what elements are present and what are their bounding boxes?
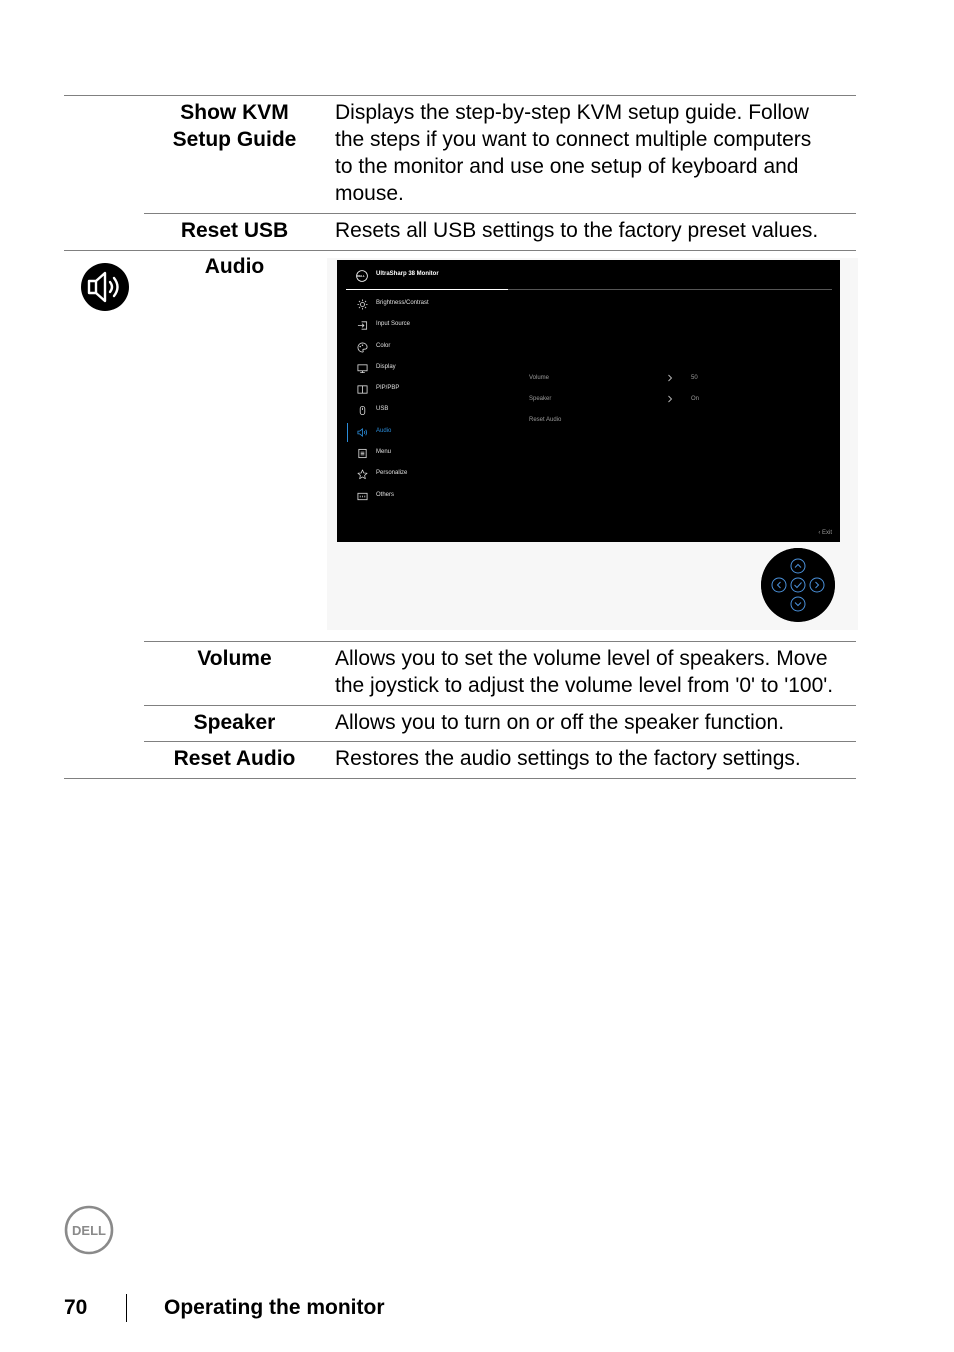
speaker-icon (80, 262, 130, 312)
term-reset-audio: Reset Audio (173, 747, 296, 770)
term-show-kvm-setup-guide: Show KVM Setup Guide (172, 101, 297, 151)
menu-icon (357, 448, 368, 459)
rule (144, 213, 856, 214)
osd-exit-label: Exit (821, 530, 832, 536)
audio-icon (357, 427, 368, 438)
osd-menu-label: PIP/PBP (376, 385, 400, 391)
osd-menu-label: Color (376, 343, 391, 349)
osd-submenu-reset-audio-label[interactable]: Reset Audio (529, 417, 562, 423)
osd-submenu-volume-label[interactable]: Volume (529, 375, 550, 381)
brightness-icon (357, 299, 368, 310)
osd-tab-underline (346, 289, 508, 290)
osd-menu-pip-pbp[interactable] (357, 383, 507, 397)
osd-menu-label: Brightness/Contrast (376, 300, 429, 306)
footer-divider (126, 1294, 127, 1322)
rule (144, 741, 856, 742)
desc-speaker: Allows you to turn on or off the speaker function. (335, 711, 785, 734)
osd-menu-display[interactable] (357, 362, 507, 376)
osd-menu-label: Others (376, 492, 395, 498)
osd-menu-input-source[interactable] (357, 319, 507, 333)
usb-icon (357, 405, 368, 416)
osd-menu-label: Personalize (376, 470, 408, 476)
chevron-right-icon (667, 395, 673, 403)
osd-menu-brightness-contrast[interactable] (357, 298, 507, 312)
osd-menu-color[interactable] (357, 341, 507, 355)
section-title: Operating the monitor (164, 1296, 385, 1319)
osd-title: UltraSharp 38 Monitor (376, 271, 439, 277)
osd-menu-others[interactable] (357, 490, 507, 504)
term-audio: Audio (204, 255, 265, 278)
dell-logo-text: DELL (72, 1223, 106, 1238)
osd-exit[interactable] (818, 530, 832, 536)
color-icon (357, 342, 368, 353)
osd-menu-label: Display (376, 364, 396, 370)
osd-submenu-speaker-label[interactable]: Speaker (529, 396, 552, 402)
desc-reset-usb: Resets all USB settings to the factory preset values. (335, 219, 819, 242)
input-source-icon (357, 320, 368, 331)
osd-menu-label: Input Source (376, 321, 411, 327)
rule (64, 250, 856, 251)
rule (64, 778, 856, 779)
osd-submenu-volume-value: 50 (691, 375, 698, 381)
dell-logo (64, 1205, 114, 1255)
term-speaker: Speaker (193, 711, 276, 734)
osd-menu-personalize[interactable] (357, 468, 507, 482)
osd-menu-label: USB (376, 406, 389, 412)
rule (64, 95, 856, 96)
osd-logo-text: DELL (357, 274, 365, 278)
chevron-left-icon: ‹ (818, 530, 822, 536)
display-icon (357, 363, 368, 374)
term-reset-usb: Reset USB (180, 219, 289, 242)
osd-menu-usb[interactable] (357, 404, 507, 418)
desc-show-kvm-setup-guide: Displays the step-by-step KVM setup guide. Follow the steps if you want to connect multiple computers to the monitor and use one setup of keyboard and mouse. (335, 101, 812, 205)
desc-reset-audio: Restores the audio settings to the factory settings. (335, 747, 801, 770)
star-icon (357, 469, 368, 480)
page-number: 70 (64, 1296, 88, 1319)
term-volume: Volume (197, 647, 272, 670)
osd-menu-audio[interactable] (357, 426, 507, 440)
pip-pbp-icon (357, 384, 368, 395)
rule (144, 705, 856, 706)
osd-submenu-speaker-value: On (691, 396, 700, 402)
rule (144, 641, 856, 642)
desc-volume: Allows you to set the volume level of speakers. Move the joystick to adjust the volume level from '0' to '100'. (335, 647, 834, 697)
osd-screenshot (337, 260, 840, 542)
osd-menu-menu[interactable] (357, 447, 507, 461)
osd-menu-label: Audio (376, 428, 392, 434)
joystick-icon (761, 548, 835, 622)
others-icon (357, 491, 368, 502)
osd-divider (508, 289, 832, 290)
osd-active-indicator (347, 423, 348, 442)
osd-menu-label: Menu (376, 449, 392, 455)
chevron-right-icon (667, 374, 673, 382)
